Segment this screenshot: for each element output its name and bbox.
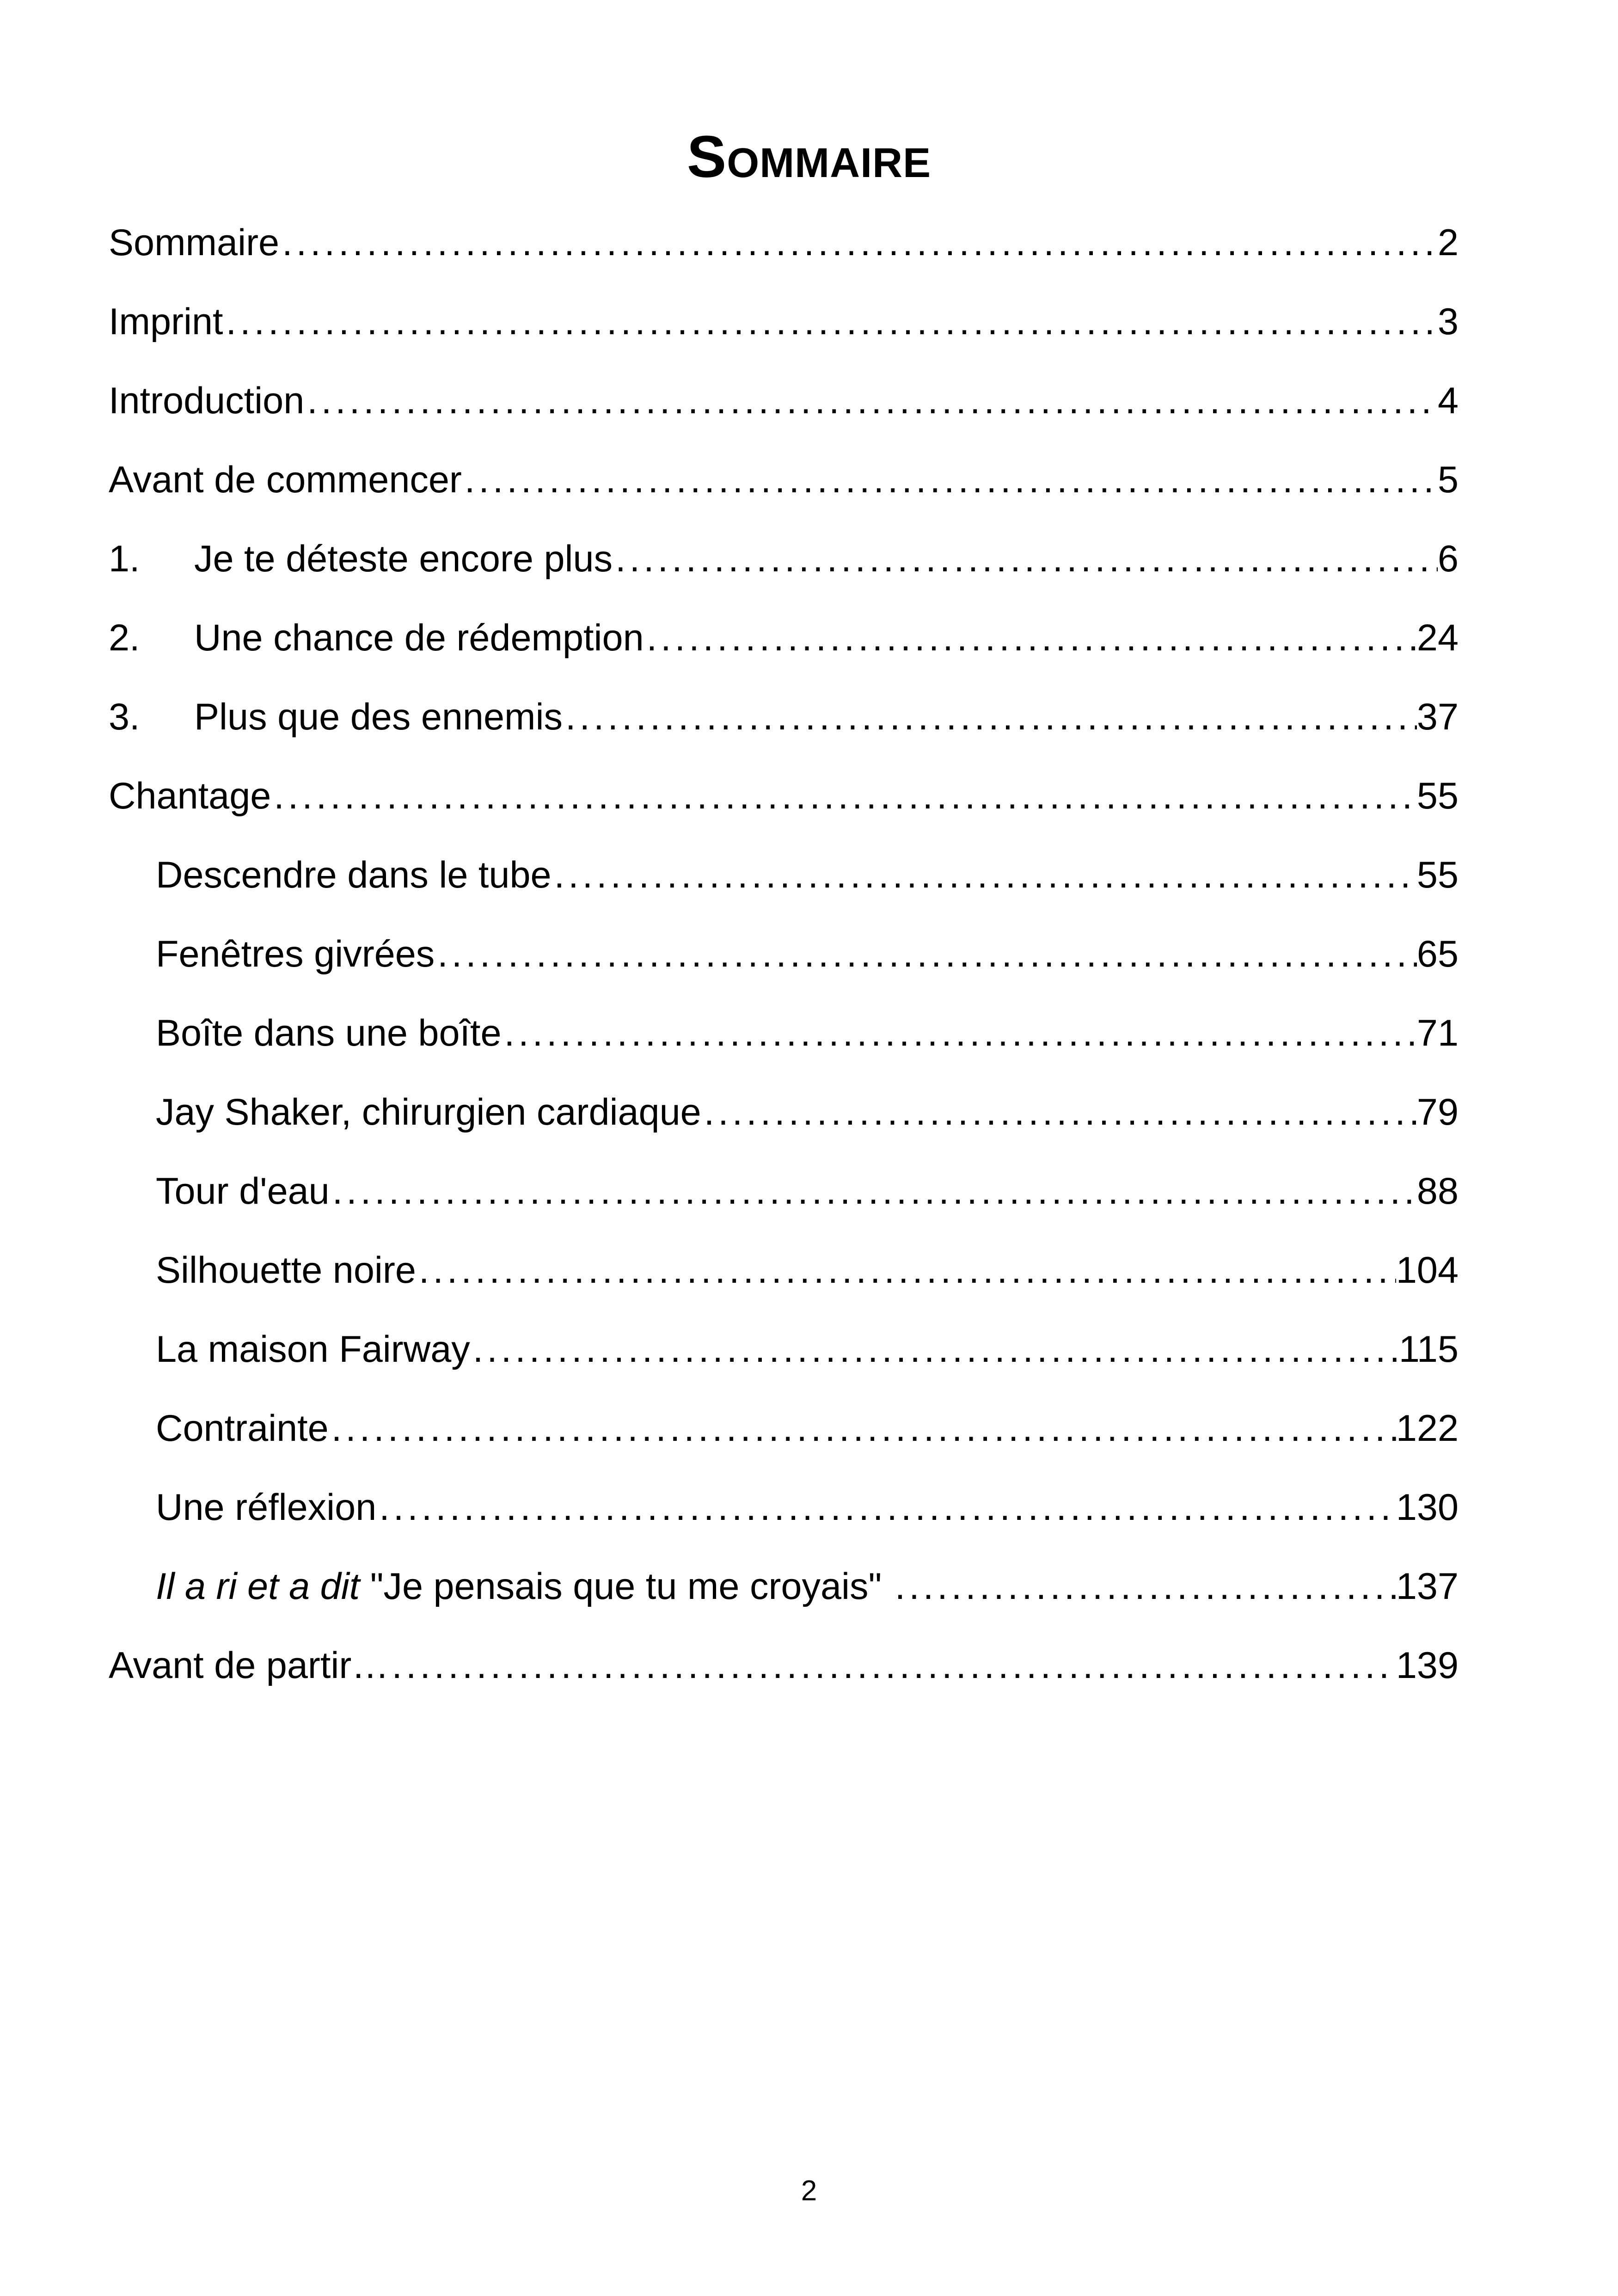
toc-entry-label: Contrainte — [156, 1408, 329, 1449]
toc-entry-label: La maison Fairway — [156, 1329, 470, 1370]
toc-entry-label: Silhouette noire — [156, 1249, 416, 1291]
toc-entry-il-a-ri-et-a-dit[interactable] — [109, 1547, 1459, 1626]
toc-entry-introduction[interactable] — [109, 361, 1459, 441]
toc-entry-page: 137 — [1396, 1566, 1459, 1607]
toc-entry-page: 24 — [1416, 617, 1459, 659]
toc-entry-page: 130 — [1396, 1487, 1459, 1528]
toc-dot-leader — [279, 203, 1438, 282]
toc-entry-label: Plus que des ennemis — [194, 696, 563, 738]
toc-entry-tour-deau[interactable] — [109, 1152, 1459, 1231]
toc-entry-une-reflexion[interactable] — [109, 1468, 1459, 1547]
toc-entry-number: 3. — [109, 696, 140, 738]
toc-entry-label: Une réflexion — [156, 1487, 377, 1528]
toc-entry-label: Introduction — [109, 380, 305, 422]
toc-entry-label: Boîte dans une boîte — [156, 1012, 502, 1054]
toc-entry-avant-de-commencer[interactable] — [109, 441, 1459, 520]
toc-entry-page: 2 — [1437, 222, 1459, 263]
toc-entry-page: 4 — [1437, 380, 1459, 422]
toc-entry-chantage[interactable] — [109, 757, 1459, 836]
toc-dot-leader — [223, 282, 1438, 361]
toc-entry-page: 139 — [1396, 1645, 1459, 1686]
toc-entry-jay-shaker[interactable] — [109, 1073, 1459, 1152]
toc-dot-leader — [329, 1389, 1396, 1468]
toc-entry-page: 55 — [1416, 854, 1459, 896]
toc-entry-page: 5 — [1437, 459, 1459, 501]
toc-entry-number: 2. — [109, 617, 140, 659]
toc-dot-leader — [389, 1626, 1396, 1705]
toc-entry-silhouette-noire[interactable] — [109, 1231, 1459, 1310]
toc-entry-page: 122 — [1396, 1408, 1459, 1449]
toc-dot-leader — [502, 994, 1417, 1073]
toc-entry-label-italic: Il a ri et a dit — [156, 1566, 360, 1607]
toc-entry-label: Fenêtres givrées — [156, 933, 435, 975]
toc-dot-leader — [563, 678, 1417, 757]
toc-entry-label: Chantage — [109, 775, 271, 817]
toc-entry-page: 104 — [1396, 1249, 1459, 1291]
toc-entry-page: 3 — [1437, 301, 1459, 343]
toc-entry-number: 1. — [109, 538, 140, 580]
toc-dot-leader — [271, 757, 1417, 836]
toc-entry-page: 71 — [1416, 1012, 1459, 1054]
footer-page-number: 2 — [801, 2175, 817, 2207]
toc-dot-leader — [613, 520, 1438, 599]
toc-dot-leader — [644, 599, 1417, 678]
toc-dot-leader — [376, 1468, 1396, 1547]
toc-dot-leader — [435, 915, 1417, 994]
toc-dot-leader — [304, 361, 1438, 441]
toc-entry-label-quote: "Je pensais que tu me croyais" — [360, 1566, 892, 1607]
toc-entry-boite-dans-une-boite[interactable] — [109, 994, 1459, 1073]
toc-entry-page: 115 — [1398, 1329, 1459, 1370]
toc-entry-imprint[interactable] — [109, 282, 1459, 361]
table-of-contents — [109, 203, 1459, 1705]
toc-entry-label: Tour d'eau — [156, 1170, 330, 1212]
toc-entry-fenetres-givrees[interactable] — [109, 915, 1459, 994]
toc-dot-leader — [892, 1547, 1396, 1626]
toc-dot-leader — [330, 1152, 1417, 1231]
toc-entry-label: Descendre dans le tube — [156, 854, 552, 896]
toc-entry-page: 37 — [1416, 696, 1459, 738]
toc-entry-contrainte[interactable] — [109, 1389, 1459, 1468]
toc-entry-page: 6 — [1437, 538, 1459, 580]
toc-entry-label: Avant de partir… — [109, 1645, 389, 1686]
toc-entry-label: Sommaire — [109, 222, 280, 263]
toc-dot-leader — [552, 836, 1417, 915]
toc-dot-leader — [462, 441, 1438, 520]
toc-entry-page: 65 — [1416, 933, 1459, 975]
toc-entry-la-maison-fairway[interactable] — [109, 1310, 1459, 1389]
toc-entry-label: Je te déteste encore plus — [194, 538, 613, 580]
page-title: Sommaire — [686, 124, 932, 190]
toc-entry-sommaire[interactable] — [109, 203, 1459, 282]
toc-dot-leader — [416, 1231, 1396, 1310]
toc-entry-label: Une chance de rédemption — [194, 617, 644, 659]
toc-entry-descendre-dans-le-tube[interactable] — [109, 836, 1459, 915]
toc-entry-label — [156, 1547, 892, 1626]
toc-entry-label: Imprint — [109, 301, 223, 343]
toc-entry-chapter-2[interactable] — [109, 599, 1459, 678]
toc-entry-page: 79 — [1416, 1091, 1459, 1133]
toc-entry-chapter-3[interactable] — [109, 678, 1459, 757]
toc-entry-label: Avant de commencer — [109, 459, 462, 501]
toc-entry-chapter-1[interactable] — [109, 520, 1459, 599]
toc-dot-leader — [470, 1310, 1399, 1389]
toc-entry-avant-de-partir[interactable] — [109, 1626, 1459, 1705]
toc-entry-label: Jay Shaker, chirurgien cardiaque — [156, 1091, 701, 1133]
toc-dot-leader — [701, 1073, 1417, 1152]
toc-entry-page: 55 — [1416, 775, 1459, 817]
toc-entry-page: 88 — [1416, 1170, 1459, 1212]
